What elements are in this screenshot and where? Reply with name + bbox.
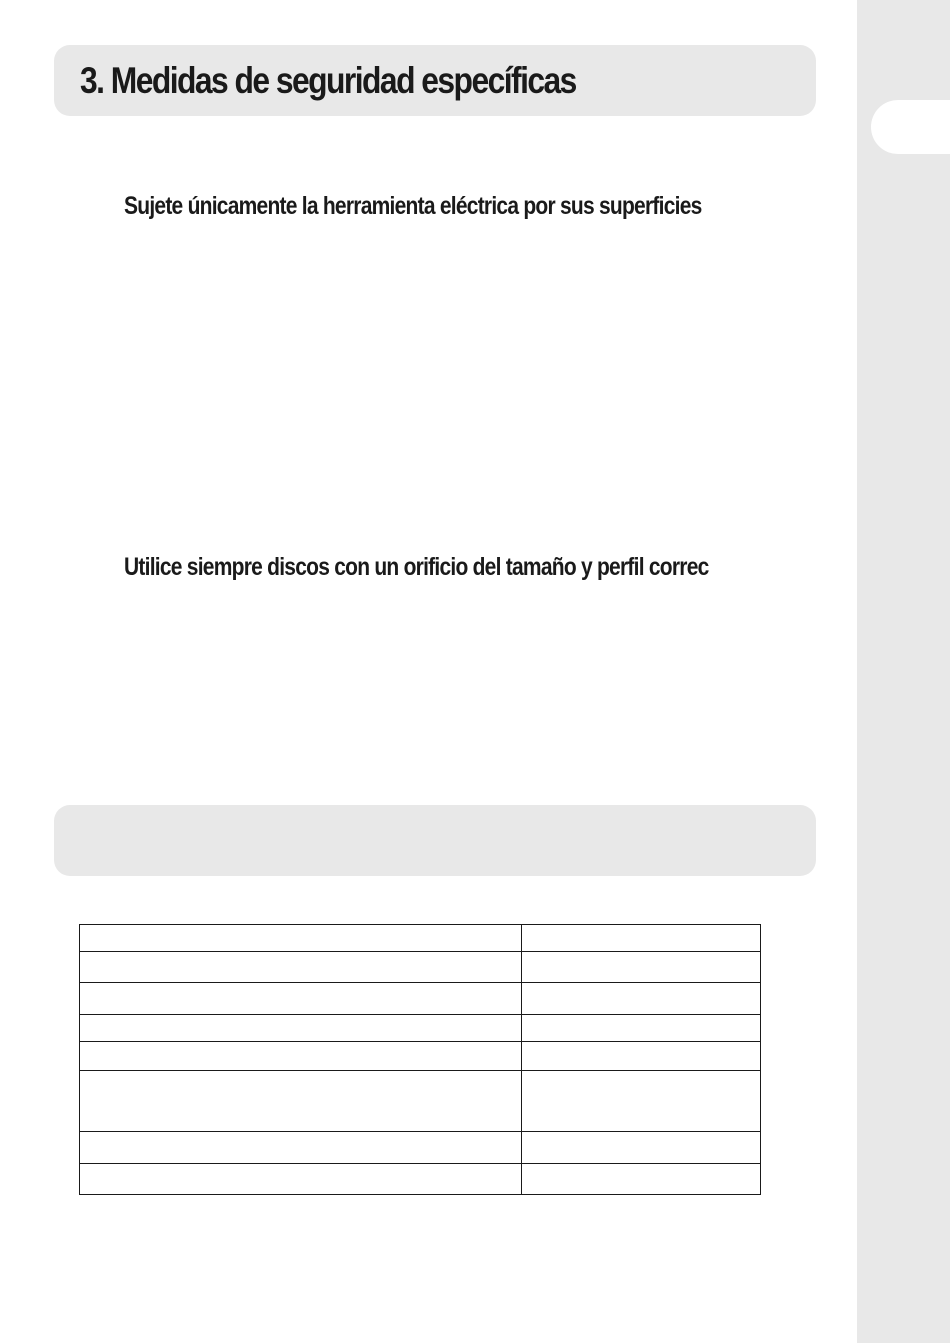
table-cell-label (80, 1164, 522, 1195)
table-row (80, 1071, 761, 1132)
table-cell-label (80, 1042, 522, 1071)
table-cell-label (80, 1015, 522, 1042)
table-row (80, 983, 761, 1015)
table-cell-value (522, 1042, 761, 1071)
table-cell-label (80, 925, 522, 952)
table-cell-value (522, 1071, 761, 1132)
side-tab (871, 100, 950, 154)
section-header (54, 45, 816, 116)
table-row (80, 1015, 761, 1042)
table-row (80, 952, 761, 983)
table-cell-value (522, 983, 761, 1015)
section-band (54, 805, 816, 876)
table-row (80, 1132, 761, 1164)
table-cell-value (522, 1132, 761, 1164)
table-row (80, 1042, 761, 1071)
table-cell-label (80, 1132, 522, 1164)
table-cell-label (80, 983, 522, 1015)
table-cell-value (522, 1164, 761, 1195)
table-cell-value (522, 925, 761, 952)
table-cell-value (522, 1015, 761, 1042)
table-cell-value (522, 952, 761, 983)
spec-table (79, 924, 761, 1195)
side-strip (857, 0, 950, 1343)
instruction-grip-surfaces: Sujete únicamente la herramienta eléctrica por sus superficies (124, 192, 702, 220)
table-row (80, 1164, 761, 1195)
table-row (80, 925, 761, 952)
instruction-disc-arbor: Utilice siempre discos con un orificio del tamaño y perfil correc (124, 553, 709, 581)
table-cell-label (80, 952, 522, 983)
table-cell-label (80, 1071, 522, 1132)
section-title: 3. Medidas de seguridad específicas (80, 59, 576, 101)
